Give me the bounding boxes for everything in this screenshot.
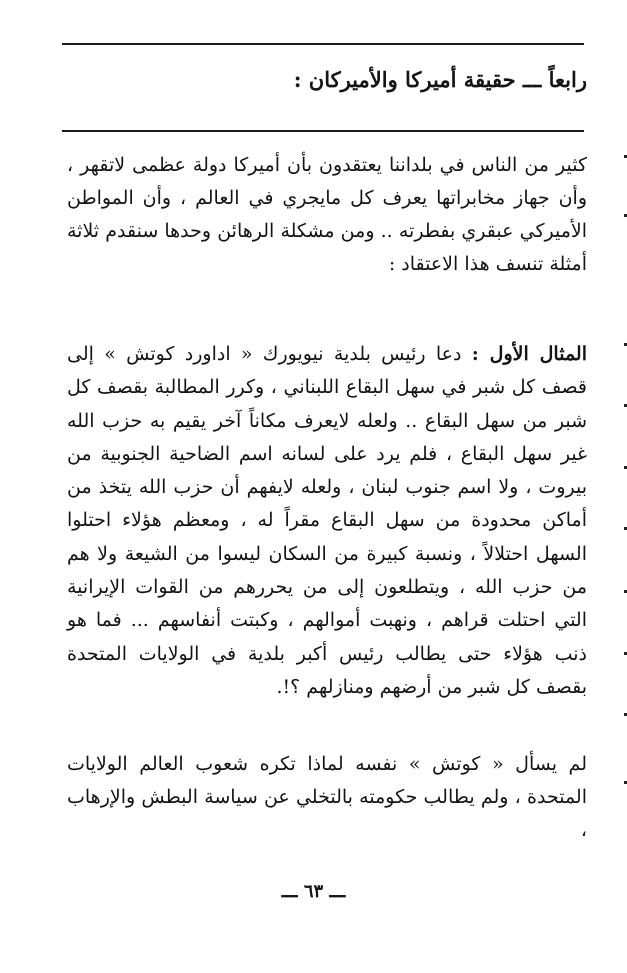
first-example-lead: المثال الأول : <box>471 343 587 365</box>
section-heading: رابعاً ـــ حقيقة أميركا والأميركان : <box>293 67 587 92</box>
first-example-paragraph <box>67 338 587 704</box>
top-rule <box>62 43 584 45</box>
intro-paragraph: كثير من الناس في بلداننا يعتقدون بأن أميركا دولة عظمى لاتقهر ، وأن جهاز مخابراتها يعرف كل مايجري في العالم ، وأن المواطن الأميركي عبقري بفطرته .. ومن مشكلة الرهائن وحدها سنقدم ثلاثة أمثلة تنسف هذا الاعتقاد : <box>67 154 587 275</box>
page-number: ـــ ٦٣ ـــ <box>281 881 346 902</box>
heading-bottom-rule <box>62 130 584 132</box>
closing-paragraph: لم يسأل « كوتش » نفسه لماذا تكره شعوب العالم الولايات المتحدة ، ولم يطالب حكومته بالتخلي عن سياسة البطش والإرهاب ، <box>67 753 587 841</box>
first-example-body: دعا رئيس بلدية نيويورك « اداورد كوتش » إلى قصف كل شبر في سهل البقاع اللبناني ، وكرر المطالبة بقصف كل شبر من سهل البقاع .. ولعله لايعرف مكاناً آخر يقيم به حزب الله غير سهل البقاع ، فلم يرد على لسانه اسم الضاحية الجنوبية من بيروت ، ولا اسم جنوب لبنان ، ولعله لايفهم أن حزب الله يتخذ من أماكن محدودة من سهل البقاع مقراً له ، ومعظم هؤلاء احتلوا السهل احتلالاً ، ونسبة كبيرة من السكان ليسوا من الشيعة ولا هم من حزب الله ، ويتطلعون إلى من يحررهم من القوات الإيرانية التي احتلت قراهم ، ونهبت أموالهم ، وكبتت أنفاسهم ... فما هو ذنب هؤلاء حتى يطالب رئيس أكبر بلدية في الولايات المتحدة بقصف كل شبر من أرضهم ومنازلهم ؟!. <box>67 343 587 698</box>
